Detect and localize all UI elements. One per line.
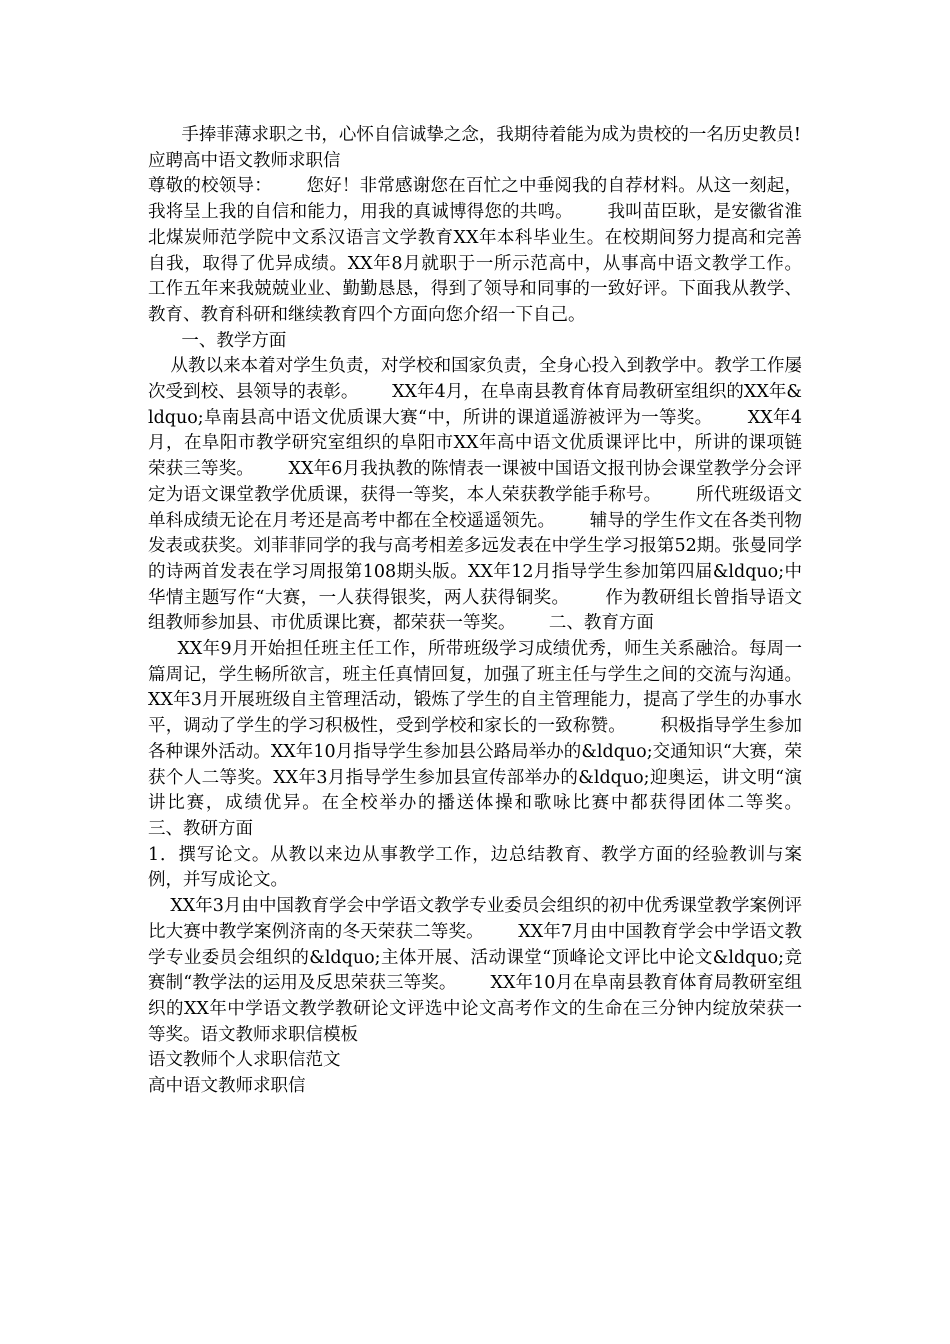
- section-heading: 一、教学方面: [148, 330, 287, 351]
- document-page: [148, 123, 836, 1100]
- related-title: 高中语文教师求职信: [148, 1076, 306, 1097]
- body-paragraph: XX年3月由中国教育学会中学语文教学专业委员会组织的初中优秀课堂教学案例评比大赛中教学案例济南的冬天荣获二等奖。 XX年7月由中国教育学会中学语文教学专业委员会组织的&ldquo;主体开展、活动课堂“顶峰论文评比中论文&ldquo;竞赛制“教学法的运用及反思荣获三等奖。 XX年10月在阜南县教育体育局教研室组织的XX年中学语文教学教研论文评选中论文高考作文的生命在三分钟内绽放荣获一等奖。语文教师求职信模板: [148, 896, 802, 1045]
- related-title: 语文教师个人求职信范文: [148, 1050, 341, 1071]
- body-paragraph: 从教以来本着对学生负责，对学校和国家负责，全身心投入到教学中。教学工作屡次受到校、县领导的表彰。 XX年4月，在阜南县教育体育局教研室组织的XX年&ldquo;阜南县高中语文优质课大赛“中，所讲的课道遥游被评为一等奖。 XX年4月，在阜阳市教学研究室组织的阜阳市XX年高中语文优质课评比中，所讲的课项链荣获三等奖。 XX年6月我执教的陈情表一课被中国语文报刊协会课堂教学分会评定为语文课堂教学优质课，获得一等奖，本人荣获教学能手称号。 所代班级语文单科成绩无论在月考还是高考中都在全校遥遥领先。 辅导的学生作文在各类刊物发表或获奖。刘菲菲同学的我与高考相差多远发表在中学生学习报第52期。张曼同学的诗两首发表在学习周报第108期头版。XX年12月指导学生参加第四届&ldquo;中华情主题写作“大赛，一人获得银奖，两人获得铜奖。 作为教研组长曾指导语文组教师参加县、市优质课比赛，都荣获一等奖。 二、教育方面: [148, 356, 802, 634]
- body-paragraph: 尊敬的校领导： 您好！非常感谢您在百忙之中垂阅我的自荐材料。从这一刻起，我将呈上我的自信和能力，用我的真诚博得您的共鸣。 我叫苗臣耿，是安徽省淮北煤炭师范学院中文系汉语言文学教育XX年本科毕业生。在校期间努力提高和完善自我，取得了优异成绩。XX年8月就职于一所示范高中，从事高中语文教学工作。 工作五年来我兢兢业业、勤勤恳恳，得到了领导和同事的一致好评。下面我从教学、教育、教育科研和继续教育四个方面向您介绍一下自己。: [148, 176, 836, 325]
- closing-paragraph: 手捧菲薄求职之书，心怀自信诚挚之念，我期待着能为成为贵校的一名历史教员!: [148, 125, 801, 145]
- section-title: 应聘高中语文教师求职信: [148, 150, 341, 171]
- body-paragraph: XX年9月开始担任班主任工作，所带班级学习成绩优秀，师生关系融洽。每周一篇周记，学生畅所欲言，班主任真情回复，加强了班主任与学生之间的交流与沟通。 XX年3月开展班级自主管理活动，锻炼了学生的自主管理能力，提高了学生的办事水平，调动了学生的学习积极性，受到学校和家长的一致称赞。 积极指导学生参加各种课外活动。XX年10月指导学生参加县公路局举办的&ldquo;交通知识“大赛，荣获个人二等奖。XX年3月指导学生参加县宣传部举办的&ldquo;迎奥运，讲文明“演讲比赛，成绩优异。在全校举办的播送体操和歌咏比赛中都获得团体二等奖。 三、教研方面: [148, 639, 836, 839]
- body-paragraph: 1．撰写论文。从教以来边从事教学工作，边总结教育、教学方面的经验教训与案例，并写成论文。: [148, 844, 802, 891]
